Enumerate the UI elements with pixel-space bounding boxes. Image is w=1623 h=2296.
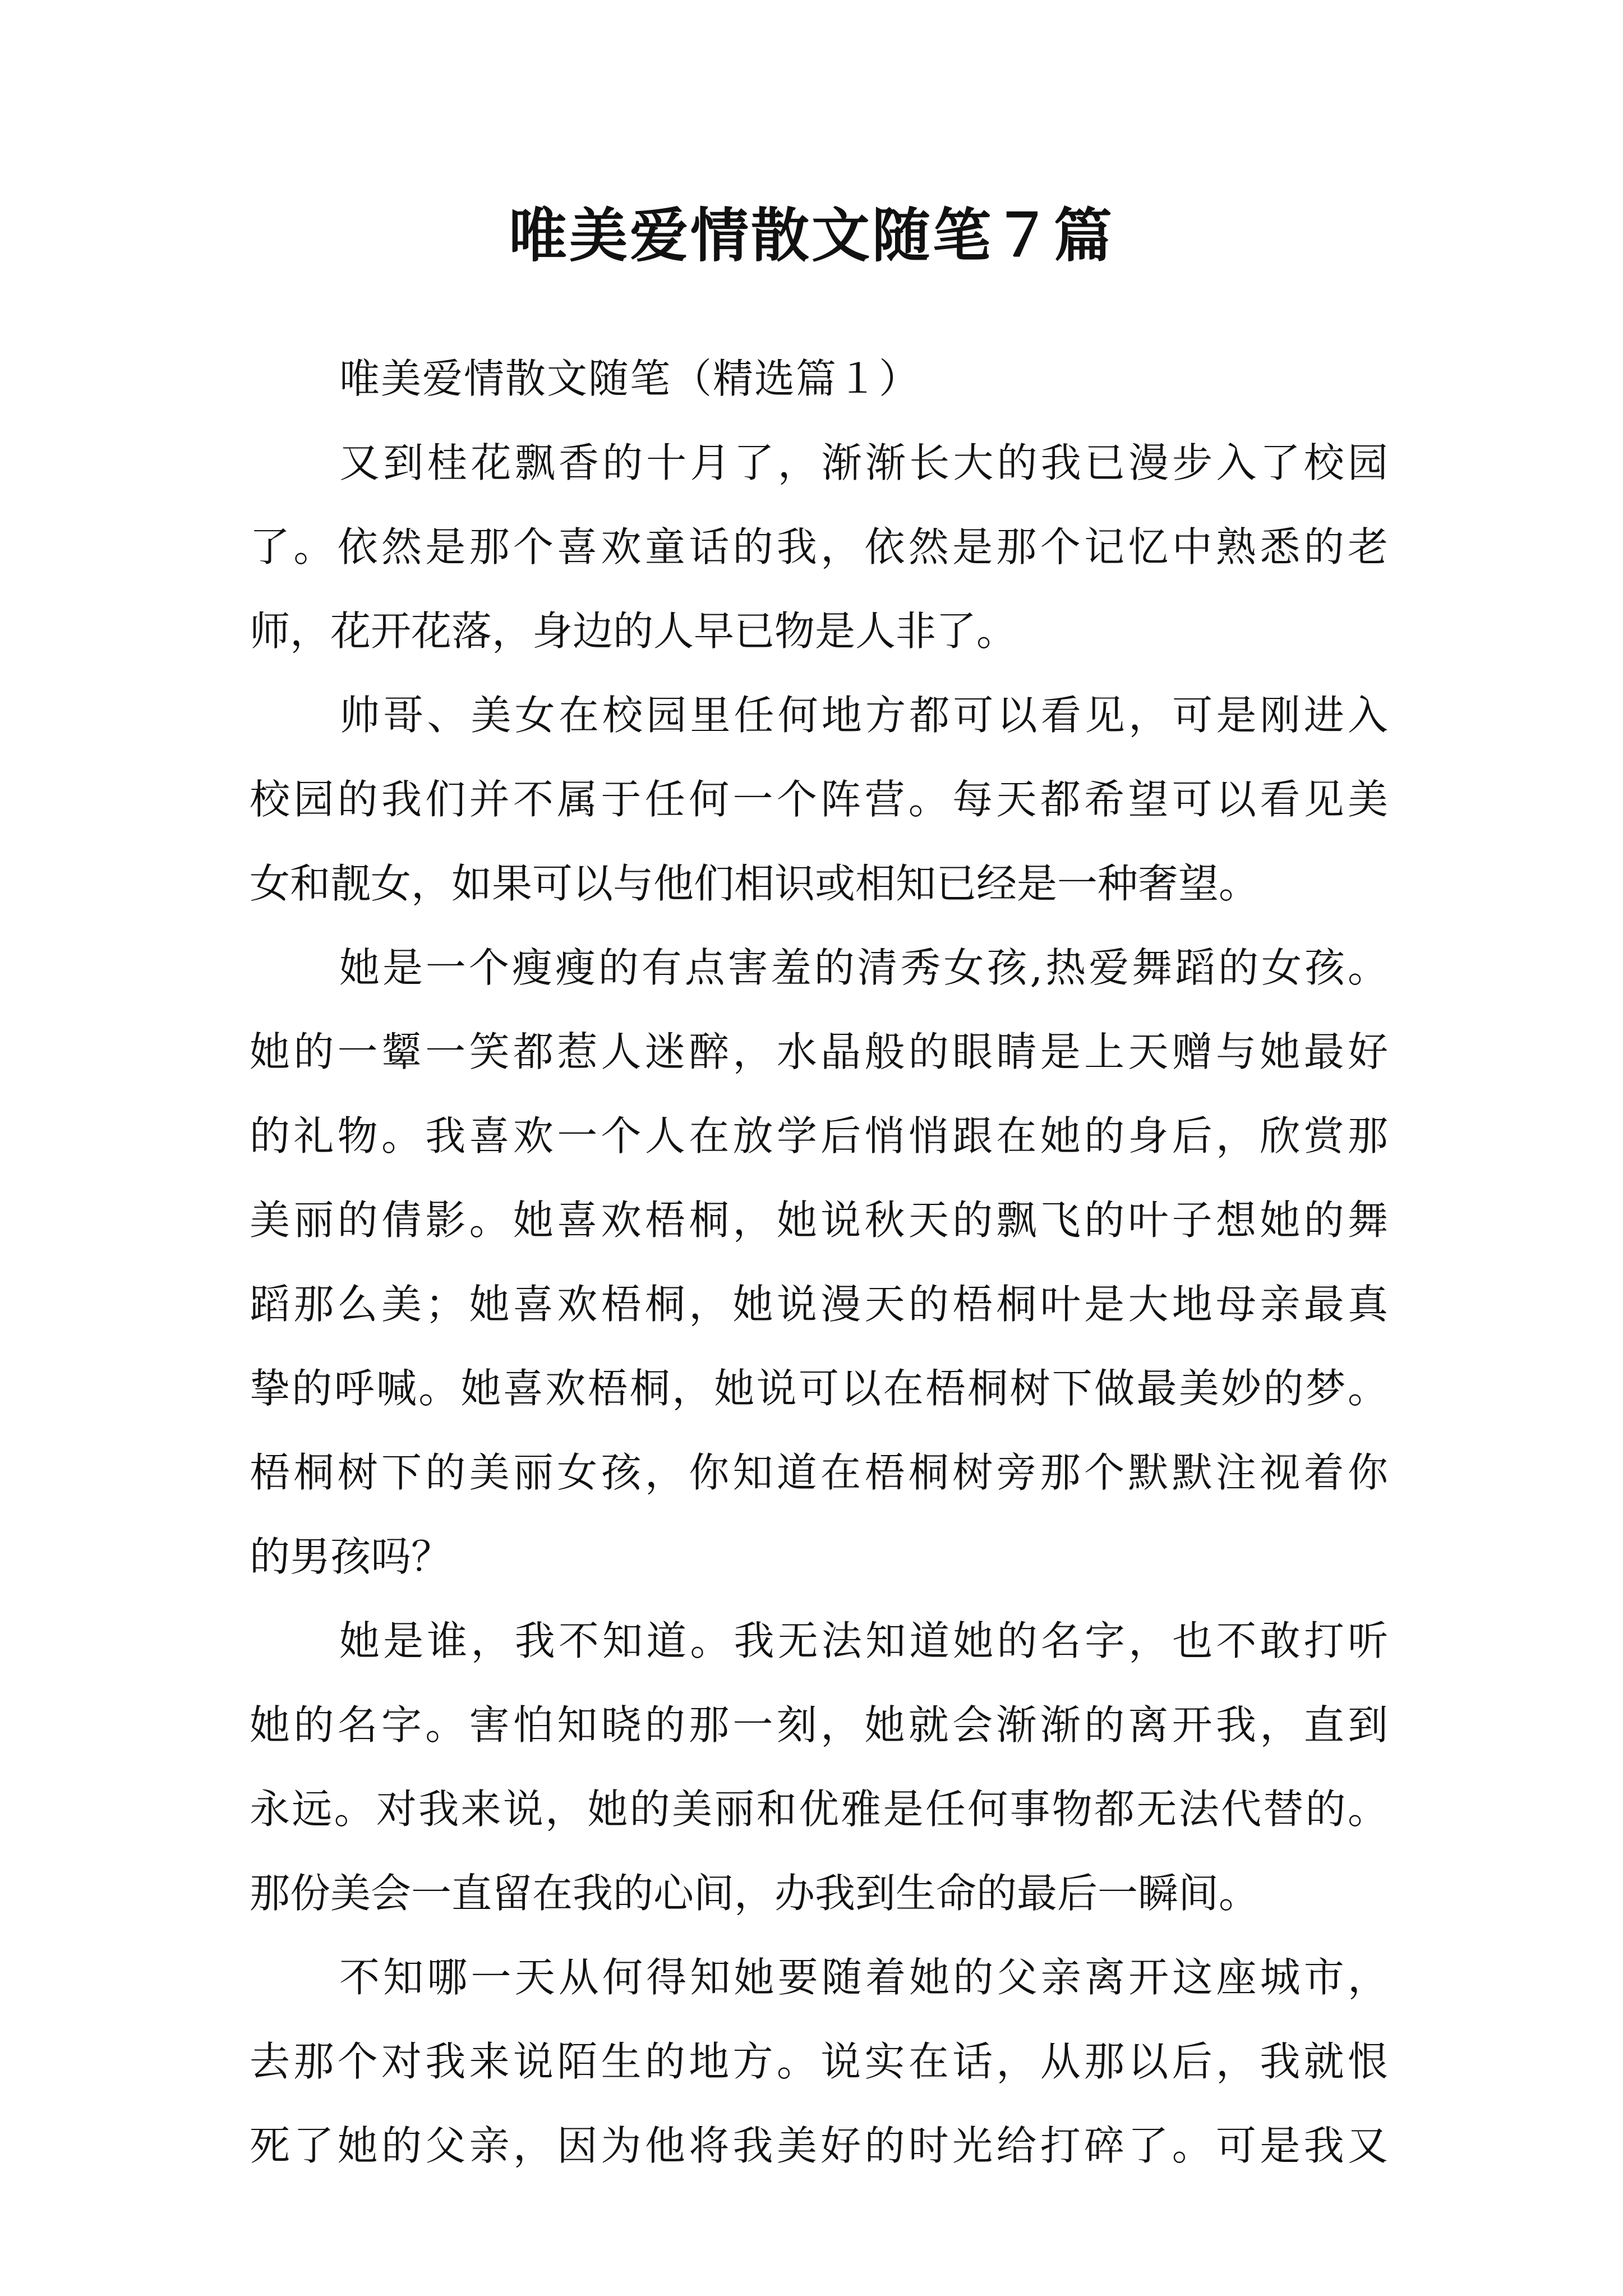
text-line: 她是谁，我不知道。我无法知道她的名字，也不敢打听	[339, 1617, 1388, 1664]
text-line: 了。依然是那个喜欢童话的我，依然是那个记忆中熟悉的老	[250, 523, 1388, 570]
document-body	[250, 337, 1388, 2188]
document-title: 唯美爱情散文随笔７篇	[508, 201, 1114, 270]
paragraph-5	[250, 1935, 1388, 2188]
paragraph-2	[250, 673, 1388, 926]
text-line: 师，花开花落，身边的人早已物是人非了。	[250, 608, 1017, 655]
text-line: 去那个对我来说陌生的地方。说实在话，从那以后，我就恨	[250, 2038, 1388, 2085]
text-line: 女和靓女，如果可以与他们相识或相知已经是一种奢望。	[250, 860, 1260, 907]
text-line: 的男孩吗？	[250, 1533, 452, 1580]
text-line: 又到桂花飘香的十月了，渐渐长大的我已漫步入了校园	[339, 439, 1388, 486]
text-line: 蹈那么美；她喜欢梧桐，她说漫天的梧桐叶是大地母亲最真	[250, 1281, 1388, 1328]
text-line: 校园的我们并不属于任何一个阵营。每天都希望可以看见美	[250, 776, 1388, 823]
text-line: 梧桐树下的美丽女孩，你知道在梧桐树旁那个默默注视着你	[250, 1449, 1388, 1496]
text-line: 的礼物。我喜欢一个人在放学后悄悄跟在她的身后，欣赏那	[250, 1112, 1388, 1159]
section-heading: 唯美爱情散文随笔（精选篇１）	[339, 355, 921, 402]
text-line: 她的名字。害怕知晓的那一刻，她就会渐渐的离开我，直到	[250, 1701, 1388, 1749]
paragraph-3	[250, 926, 1388, 1599]
text-line: 挚的呼喊。她喜欢梧桐，她说可以在梧桐树下做最美妙的梦。	[250, 1365, 1388, 1412]
text-line: 美丽的倩影。她喜欢梧桐，她说秋天的飘飞的叶子想她的舞	[250, 1197, 1388, 1244]
text-line: 不知哪一天从何得知她要随着她的父亲离开这座城市，	[339, 1954, 1388, 2001]
text-line: 帅哥、美女在校园里任何地方都可以看见，可是刚进入	[339, 692, 1388, 739]
text-line: 死了她的父亲，因为他将我美好的时光给打碎了。可是我又	[250, 2122, 1388, 2169]
text-line: 她的一颦一笑都惹人迷醉，水晶般的眼睛是上天赠与她最好	[250, 1028, 1388, 1075]
text-line: 那份美会一直留在我的心间，办我到生命的最后一瞬间。	[250, 1870, 1260, 1917]
paragraph-4	[250, 1599, 1388, 1935]
paragraph-1	[250, 421, 1388, 673]
text-line: 她是一个瘦瘦的有点害羞的清秀女孩,热爱舞蹈的女孩。	[339, 944, 1388, 991]
text-line: 永远。对我来说，她的美丽和优雅是任何事物都无法代替的。	[250, 1786, 1388, 1833]
